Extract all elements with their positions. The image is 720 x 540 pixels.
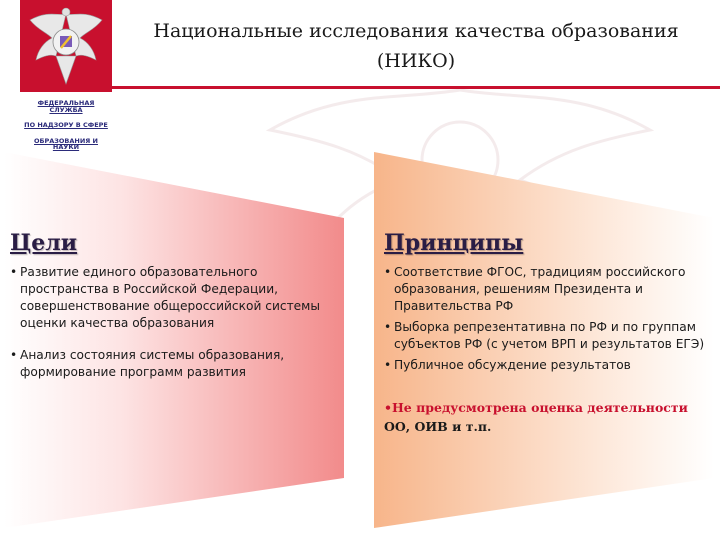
principles-list <box>384 264 714 378</box>
goals-heading: Цели <box>10 230 78 256</box>
logo-caption-line: ОБРАЗОВАНИЯ И НАУКИ <box>34 136 98 151</box>
note-bullet: • <box>384 400 392 415</box>
list-item: • Публичное обсуждение результатов <box>384 357 714 374</box>
title-line-2: (НИКО) <box>376 50 456 72</box>
logo-caption-line: ПО НАДЗОРУ В СФЕРЕ <box>24 121 108 129</box>
note-red-text: Не предусмотрена оценка деятельности <box>392 400 688 415</box>
list-item: • Соответствие ФГОС, традициям российского образования, решениям Президента и Правительства РФ <box>384 264 714 315</box>
logo-caption-line: ФЕДЕРАЛЬНАЯ СЛУЖБА <box>37 99 95 114</box>
title-line-1: Национальные исследования качества образования <box>153 20 679 42</box>
principles-note <box>384 398 704 436</box>
goals-list <box>10 264 328 396</box>
list-item: • Анализ состояния системы образования, формирование программ развития <box>10 347 328 381</box>
list-item: • Развитие единого образовательного пространства в Российской Федерации, совершенствование общероссийской системы оценки качества образования <box>10 264 328 332</box>
principles-heading: Принципы <box>384 230 524 256</box>
note-black-text: ОО, ОИВ и т.п. <box>384 419 492 434</box>
list-item: • Выборка репрезентативна по РФ и по группам субъектов РФ (с учетом ВРП и результатов ЕГЭ) <box>384 319 714 353</box>
